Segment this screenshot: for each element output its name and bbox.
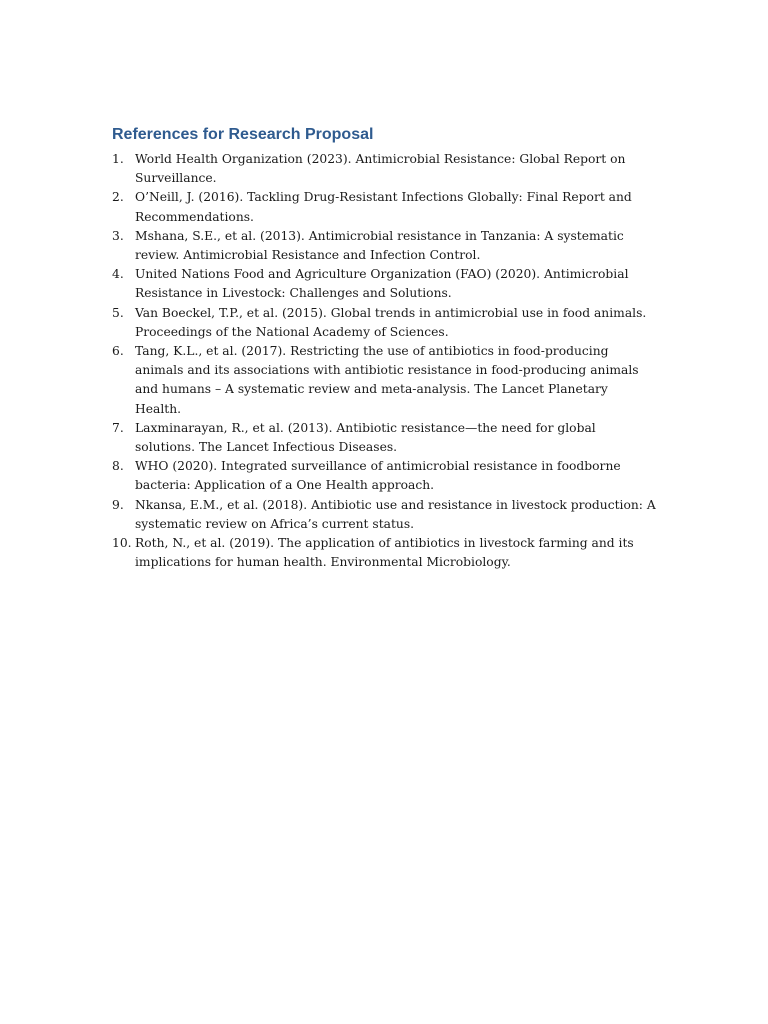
reference-number: 3. [112,228,124,243]
reference-number: 5. [112,305,124,320]
reference-number: 1. [112,152,124,166]
reference-item [112,188,657,226]
reference-number: 10. [112,536,132,551]
reference-number: 4. [112,267,124,282]
reference-item [112,150,657,188]
reference-number: 6. [112,344,124,359]
reference-item [112,227,657,265]
page-title: References for Research Proposal [112,126,374,143]
reference-text: WHO (2020). Integrated surveillance of antimicrobial resistance in foodborne bacteria: Application of a One Health approach. [135,459,621,493]
reference-text: Van Boeckel, T.P., et al. (2015). Global trends in antimicrobial use in food animals. Proceedings of the National Academy of Sciences. [135,305,647,339]
reference-number: 7. [112,420,124,435]
reference-item [112,457,657,495]
reference-item [112,304,657,342]
reference-item [112,265,657,303]
document-content [112,124,657,572]
reference-item [112,342,657,419]
reference-item [112,534,657,572]
reference-text: Nkansa, E.M., et al. (2018). Antibiotic use and resistance in livestock production: A systematic review on Africa’s current status. [135,497,656,531]
reference-number: 2. [112,190,124,205]
reference-item [112,419,657,457]
reference-text: Tang, K.L., et al. (2017). Restricting the use of antibiotics in food-producing animals and its associations with antibiotic resistance in food-producing animals and humans – A systematic review and meta-analysis. The Lancet Planetary Health. [135,344,639,416]
reference-text: United Nations Food and Agriculture Organization (FAO) (2020). Antimicrobial Resistance in Livestock: Challenges and Solutions. [135,267,629,301]
reference-text: Mshana, S.E., et al. (2013). Antimicrobial resistance in Tanzania: A systematic review. Antimicrobial Resistance and Infection Control. [135,228,624,263]
reference-number: 8. [112,459,124,474]
reference-text: World Health Organization (2023). Antimicrobial Resistance: Global Report on Surveillance. [135,152,626,186]
reference-item [112,496,657,534]
reference-number: 9. [112,497,124,512]
reference-text: Laxminarayan, R., et al. (2013). Antibiotic resistance—the need for global solutions. The Lancet Infectious Diseases. [135,420,596,455]
reference-text: O’Neill, J. (2016). Tackling Drug-Resistant Infections Globally: Final Report and Recommendations. [135,190,632,224]
reference-text: Roth, N., et al. (2019). The application of antibiotics in livestock farming and its implications for human health. Environmental Microbiology. [135,536,634,570]
reference-list [112,150,657,572]
